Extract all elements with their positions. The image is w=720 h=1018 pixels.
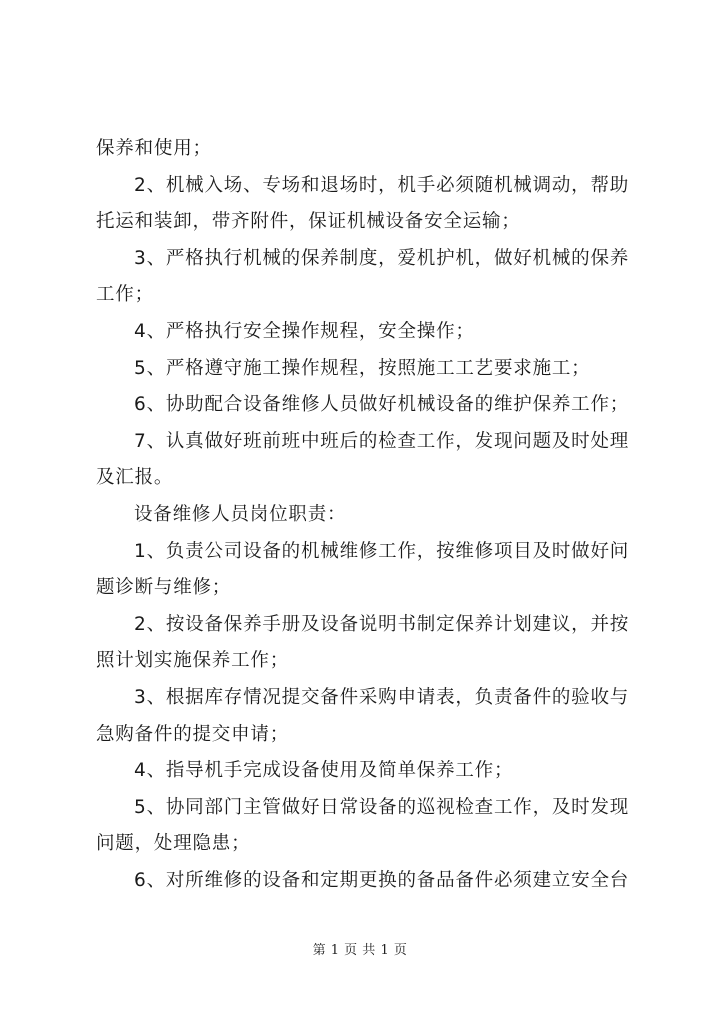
text-line: 6、对所维修的设备和定期更换的备品备件必须建立安全台	[134, 869, 630, 891]
text-line: 问题，处理隐患；	[96, 833, 251, 855]
text-line: 2、按设备保养手册及设备说明书制定保养计划建议，并按	[134, 613, 630, 635]
text-line: 4、严格执行安全操作规程，安全操作；	[134, 320, 475, 342]
text-line: 7、认真做好班前班中班后的检查工作，发现问题及时处理	[134, 430, 630, 452]
text-line: 急购备件的提交申请；	[96, 723, 290, 745]
text-line: 6、协助配合设备维修人员做好机械设备的维护保养工作；	[134, 394, 630, 416]
section-heading: 设备维修人员岗位职责：	[134, 503, 347, 525]
text-line: 5、协同部门主管做好日常设备的巡视检查工作，及时发现	[134, 796, 630, 818]
document-body	[96, 131, 636, 899]
page-number-footer: 第 1 页 共 1 页	[312, 943, 408, 958]
text-line: 4、指导机手完成设备使用及简单保养工作；	[134, 760, 514, 782]
text-line: 保养和使用；	[96, 138, 212, 159]
text-line: 2、机械入场、专场和退场时，机手必须随机械调动，帮助	[134, 174, 630, 196]
text-line: 托运和装卸，带齐附件，保证机械设备安全运输；	[96, 211, 521, 233]
text-line: 及汇报。	[96, 467, 174, 489]
text-line: 照计划实施保养工作；	[96, 650, 290, 672]
text-line: 工作；	[96, 284, 154, 306]
text-line: 3、严格执行机械的保养制度，爱机护机，做好机械的保养	[134, 247, 630, 269]
text-line: 题诊断与维修；	[96, 577, 232, 599]
text-line: 1、负责公司设备的机械维修工作，按维修项目及时做好问	[134, 540, 630, 562]
text-line: 5、严格遵守施工操作规程，按照施工工艺要求施工；	[134, 357, 591, 379]
text-line: 3、根据库存情况提交备件采购申请表，负责备件的验收与	[134, 686, 630, 708]
